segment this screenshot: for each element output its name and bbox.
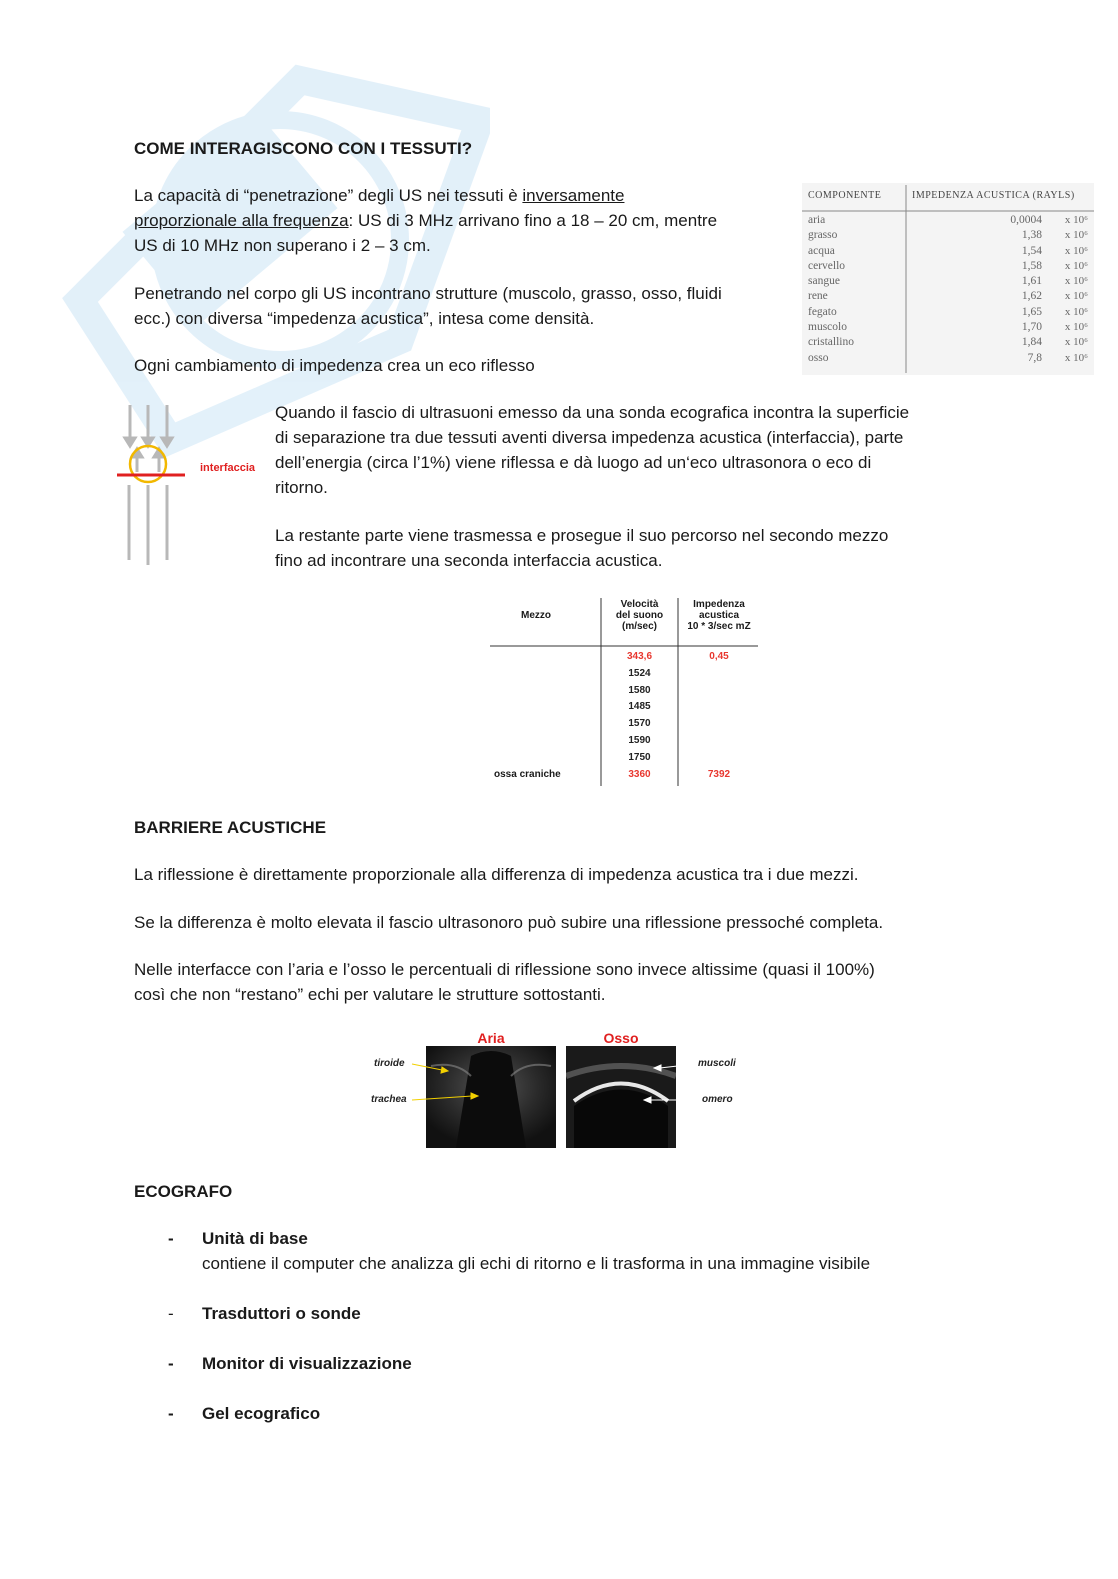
list-item-title: Monitor di visualizzazione — [202, 1354, 412, 1373]
col-impedenza — [678, 599, 760, 632]
impedance-value: 1,65 — [1021, 305, 1042, 318]
impedance-row — [802, 228, 1094, 243]
impedance-value: 7,8 — [1027, 351, 1042, 364]
section-heading-tessuti: COME INTERAGISCONO CON I TESSUTI? — [134, 139, 473, 158]
impedance-unit: x 10⁶ — [1064, 259, 1088, 272]
text: Velocità — [620, 599, 659, 610]
impedance-row — [802, 213, 1094, 228]
list-item-title: Unità di base — [202, 1229, 308, 1248]
list-item — [166, 1301, 1016, 1351]
impedance-row — [802, 244, 1094, 259]
bullet-dash: - — [168, 1229, 174, 1248]
text: 10 * 3/sec mZ — [687, 621, 751, 632]
speed-value: 1590 — [628, 734, 651, 746]
paragraph-eco-riflesso: Ogni cambiamento di impedenza crea un eco riflesso — [134, 356, 535, 375]
impedance-value: 1,62 — [1021, 290, 1042, 303]
bullet-dash: - — [168, 1354, 174, 1373]
text: La restante parte viene trasmessa e prosegue il suo percorso nel secondo mezzo — [275, 526, 889, 545]
label-muscoli: muscoli — [698, 1058, 736, 1069]
text: US di 10 MHz non superano i 2 – 3 cm. — [134, 236, 431, 255]
component-name: aria — [808, 214, 826, 226]
paragraph-impedenza — [134, 281, 784, 331]
section-heading-ecografo: ECOGRAFO — [134, 1182, 233, 1201]
ecografo-list — [166, 1226, 1016, 1451]
text: ritorno. — [275, 478, 328, 497]
speed-value: 1485 — [628, 701, 651, 713]
list-item — [166, 1351, 1016, 1401]
component-name: cristallino — [808, 336, 854, 349]
text: dell’energia (circa l’1%) viene riflessa e dà luogo ad un‘eco ultrasonora o eco di — [275, 453, 872, 472]
component-name: muscolo — [808, 321, 847, 334]
impedance-value: 1,84 — [1021, 336, 1042, 349]
impedance-unit: x 10⁶ — [1064, 351, 1088, 364]
text: Nelle interfacce con l’aria e l’osso le percentuali di riflessione sono invece altissime (quasi il 100%) — [134, 960, 875, 979]
paragraph-differenza: Se la differenza è molto elevata il fascio ultrasonoro può subire una riflessione pressoché completa. — [134, 913, 884, 932]
figure-arrows — [360, 1028, 750, 1150]
impedance-row — [802, 351, 1094, 366]
impedance-unit: x 10⁶ — [1064, 244, 1088, 257]
impedance-row — [802, 274, 1094, 289]
list-item — [166, 1401, 1016, 1451]
impedance-row — [802, 335, 1094, 350]
impedance-value: 0,45 — [709, 651, 729, 662]
impedance-value: 1,38 — [1021, 229, 1042, 242]
impedance-unit: x 10⁶ — [1064, 275, 1088, 288]
speed-value: 1580 — [628, 684, 651, 696]
text: fino ad incontrare una seconda interfaccia acustica. — [275, 551, 663, 570]
impedance-value: 1,58 — [1021, 259, 1042, 272]
text: Impedenza — [693, 599, 745, 610]
label-omero: omero — [702, 1094, 733, 1105]
speed-row — [488, 701, 760, 718]
text: : US di 3 MHz arrivano fino a 18 – 20 cm, mentre — [348, 211, 718, 230]
impedance-value: 1,61 — [1021, 275, 1042, 288]
text: così che non “restano” echi per valutare le strutture sottostanti. — [134, 985, 606, 1004]
impedance-row — [802, 305, 1094, 320]
component-name: grasso — [808, 229, 838, 242]
col-mezzo: Mezzo — [521, 610, 551, 621]
speed-table-figure — [488, 596, 760, 788]
paragraph-fascio — [275, 400, 995, 500]
section-heading-barriere: BARRIERE ACUSTICHE — [134, 818, 327, 837]
component-name: osso — [808, 351, 829, 364]
impedance-unit: x 10⁶ — [1064, 229, 1088, 242]
bullet-dash: - — [168, 1304, 174, 1323]
impedance-unit: x 10⁶ — [1064, 305, 1088, 318]
impedance-value: 0,0004 — [1010, 214, 1042, 226]
text: La capacità di “penetrazione” degli US nei tessuti è — [134, 186, 523, 205]
component-name: rene — [808, 290, 828, 303]
text: Penetrando nel corpo gli US incontrano strutture (muscolo, grasso, osso, fluidi — [134, 284, 722, 303]
impedance-value: 7392 — [707, 768, 731, 780]
component-name: fegato — [808, 305, 837, 318]
text: del suono — [615, 610, 664, 621]
impedance-unit: x 10⁶ — [1064, 336, 1088, 349]
impedance-value: 1,70 — [1021, 321, 1042, 334]
text: Quando il fascio di ultrasuoni emesso da una sonda ecografica incontra la superficie — [275, 403, 910, 422]
list-item — [166, 1226, 1016, 1301]
component-name: cervello — [808, 259, 846, 272]
text: (m/sec) — [621, 621, 657, 632]
impedance-value: 1,54 — [1021, 244, 1042, 257]
speed-row — [488, 685, 760, 702]
impedance-table — [802, 186, 1094, 366]
speed-row — [488, 668, 760, 685]
bullet-dash: - — [168, 1404, 174, 1423]
speed-value: 1524 — [628, 667, 651, 679]
speed-row — [488, 651, 760, 668]
paragraph-interfacce — [134, 957, 1034, 1007]
list-item-title: Trasduttori o sonde — [202, 1304, 361, 1323]
impedance-row — [802, 289, 1094, 304]
interfaccia-label: interfaccia — [200, 462, 256, 474]
paragraph-penetrazione — [134, 183, 784, 258]
speed-value: 1570 — [628, 718, 651, 730]
impedance-unit: x 10⁶ — [1064, 214, 1088, 226]
speed-row — [488, 752, 760, 769]
title-osso: Osso — [603, 1030, 639, 1046]
col-velocita — [601, 599, 678, 632]
speed-row — [488, 735, 760, 752]
title-aria: Aria — [477, 1030, 505, 1046]
speed-row — [488, 718, 760, 735]
medium-name: ossa craniche — [494, 768, 561, 780]
paragraph-restante — [275, 523, 995, 573]
list-item-desc: contiene il computer che analizza gli echi di ritorno e li trasforma in una immagine visibile — [202, 1254, 871, 1273]
impedance-row — [802, 259, 1094, 274]
impedance-table-figure — [802, 183, 1094, 375]
label-trachea: trachea — [371, 1094, 407, 1105]
paragraph-riflessione: La riflessione è direttamente proporzionale alla differenza di impedenza acustica tra i due mezzi. — [134, 865, 859, 884]
underlined-text: proporzionale alla frequenza — [134, 211, 349, 230]
component-name: acqua — [808, 244, 835, 257]
label-tiroide: tiroide — [374, 1058, 405, 1069]
speed-value: 343,6 — [626, 651, 653, 662]
text: ecc.) con diversa “impedenza acustica”, intesa come densità. — [134, 309, 595, 328]
col-componente: COMPONENTE — [808, 190, 882, 201]
text: acustica — [698, 610, 740, 621]
impedance-row — [802, 320, 1094, 335]
component-name: sangue — [808, 275, 840, 288]
speed-row — [488, 769, 760, 786]
speed-value: 3360 — [628, 768, 651, 780]
impedance-unit: x 10⁶ — [1064, 290, 1088, 303]
underlined-text: inversamente — [522, 186, 625, 205]
impedance-unit: x 10⁶ — [1064, 321, 1088, 334]
speed-value: 1750 — [628, 751, 651, 763]
interface-diagram — [115, 400, 265, 578]
text: di separazione tra due tessuti aventi diversa impedenza acustica (interfaccia), parte — [275, 428, 904, 447]
col-impedenza: IMPEDENZA ACUSTICA (RAYLS) — [912, 190, 1075, 201]
speed-table-rows — [488, 651, 760, 785]
ultrasound-figure — [360, 1028, 750, 1150]
list-item-title: Gel ecografico — [202, 1404, 321, 1423]
